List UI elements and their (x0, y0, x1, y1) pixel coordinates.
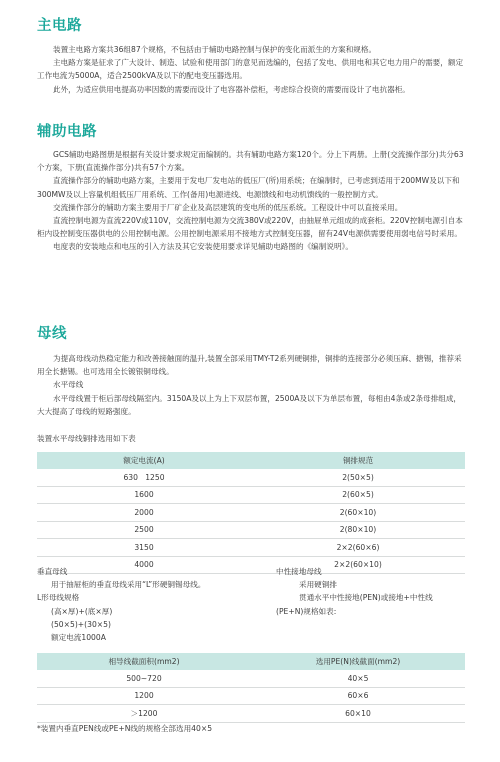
table-cell: 4000 (37, 556, 251, 574)
table-header-row (37, 452, 465, 469)
paragraph: 装置主电路方案共36组87个规格，不包括由于辅助电路控制与保护的变化而派生的方案和规格。 (53, 45, 377, 54)
table-cell: 2(50×5) (251, 469, 465, 486)
table-cell: 1600 (37, 486, 251, 504)
section-title-main-circuit: 主电路 (37, 18, 82, 34)
table-row (37, 539, 465, 557)
paragraph: 电度表的安装地点和电压的引入方法及其它安装使用要求详见辅助电路图的《编制说明》。 (53, 242, 353, 252)
neutral-busbar-desc1: 采用硬铜排 (299, 580, 337, 590)
table1-caption: 装置水平母线铜排选用如下表 (37, 434, 136, 443)
table-cell: 2(60×5) (251, 486, 465, 504)
table-header: 铜排规范 (251, 452, 465, 469)
table-row (37, 705, 465, 723)
pe-table (37, 653, 465, 723)
section-title-busbar: 母线 (37, 326, 67, 342)
section-title-aux-circuit: 辅助电路 (37, 124, 97, 140)
table-cell: 2×2(60×10) (251, 556, 465, 574)
table-header: 选用PE(N)线截面(mm2) (251, 653, 465, 670)
table-cell: 3150 (37, 539, 251, 557)
table-row (37, 687, 465, 705)
vertical-busbar-block (37, 565, 205, 644)
table-cell: 1200 (37, 687, 251, 705)
table-row (37, 521, 465, 539)
table-header: 额定电流(A) (37, 452, 251, 469)
paragraph: GCS辅助电路图册是根据有关设计要求规定而编制的。共有辅助电路方案120个。分上下两册。上册(交流操作部分)共分63个方案，下册(直流操作部分)共有57个方案。 (37, 150, 464, 173)
paragraph: 此外，为适应供用电提高功率因数的需要而设计了电容器补偿柜，考虑综合投资的需要而设计了电抗器柜。 (53, 84, 410, 94)
main-circuit-text (37, 43, 467, 96)
paragraph: 水平母线置于柜后部母线隔室内。3150A及以上为上下双层布置，2500A及以下为单层布置，每相由4条或2条母排组成，大大提高了母线的短路强度。 (37, 393, 462, 416)
table-row (37, 469, 465, 486)
table-cell: 500~720 (37, 670, 251, 687)
paragraph: 为提高母线动热稳定能力和改善接触面的温升,装置全部采用TMY-T2系列硬铜排，铜排的连接部分必须压麻、搪锡，推荐采用全长搪锡。也可选用全长镀银铜母线。 (37, 354, 462, 377)
table-cell: 60×10 (251, 705, 465, 723)
table-cell: 2500 (37, 521, 251, 539)
paragraph: 主电路方案是征求了广大设计、制造、试验和使用部门的意见而选编的，包括了发电、供用电和其它电力用户的需要，额定工作电流为5000A，适合2500kVA及以下的配电变压器选用。 (37, 58, 464, 81)
aux-circuit-text (37, 148, 467, 254)
table-row (37, 504, 465, 522)
table-row (37, 486, 465, 504)
paragraph: 直流控制电源为直流220V或110V，交流控制电源为交流380V或220V，由抽屉单元组成的成套柜。220V控制电源引自本柜内设控制变压器供电的公用控制电源。公用控制电源采用不接地方式控制变压器，留有24V电源供需要使用弱电信号时采用。 (37, 216, 463, 239)
busbar-text (37, 352, 467, 418)
table-header: 相导线截面积(mm2) (37, 653, 251, 670)
neutral-busbar-title: 中性接地母线 (276, 567, 322, 576)
paragraph: 水平母线 (53, 380, 84, 390)
neutral-busbar-block (276, 565, 433, 618)
table-cell: 2000 (37, 504, 251, 522)
table-cell: 2(80×10) (251, 521, 465, 539)
table-header-row (37, 653, 465, 670)
table-cell: 2(60×10) (251, 504, 465, 522)
vertical-busbar-desc: 用于抽屉柜的垂直母线采用“L”形硬铜锡母线。 (51, 580, 206, 590)
footnote: *装置内垂直PEN线或PE+N线的规格全部选用40×5 (37, 724, 213, 733)
table-row (37, 670, 465, 687)
l-busbar-formula: (高×厚)+(底×厚) (51, 606, 113, 616)
rated-current: 额定电流1000A (51, 633, 106, 643)
table-cell: 40×5 (251, 670, 465, 687)
table-cell: 630 1250 (37, 469, 251, 486)
table-cell: ＞1200 (37, 705, 251, 723)
table-cell: 2×2(60×6) (251, 539, 465, 557)
vertical-busbar-title: 垂直母线 (37, 567, 68, 576)
paragraph: 交流操作部分的辅助方案主要用于厂矿企业及高层建筑的变电所的低压系统。工程设计中可以直接采用。 (53, 202, 403, 212)
busbar-table (37, 452, 465, 574)
table-cell: 60×6 (251, 687, 465, 705)
paragraph: 直流操作部分的辅助电路方案，主要用于发电厂发电站的低压厂(所)用系统；在编制时，已考虑到适用于200MW及以下和300MW及以上容量机组低压厂用系统、工作(备用)电源进线、电源馈线和电动机馈线的一般控制方式。 (37, 176, 460, 199)
neutral-busbar-desc2: 贯通水平中性接地(PEN)或接地+中性线 (299, 593, 433, 603)
neutral-busbar-desc3: (PE+N)规格如表: (276, 606, 337, 616)
l-busbar-value: (50×5)+(30×5) (51, 619, 111, 629)
l-busbar-spec-title: L形母线规格 (37, 593, 80, 603)
